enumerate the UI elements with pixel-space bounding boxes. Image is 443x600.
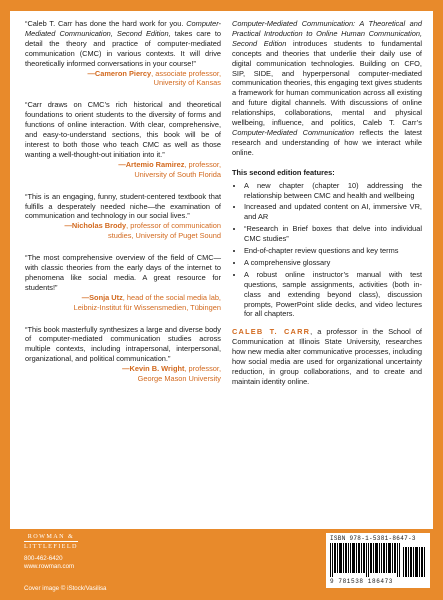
feature-item: • Increased and updated content on AI, immersive VR, and AR	[244, 202, 422, 222]
book-description: Computer-Mediated Communication: A Theoretical and Practical Introduction to Online Human Communication, Second Edition introduces students to fundamental concepts and theories that underlie their daily use of digital communication technologies. Building on CFO, SIP, SIDE, and hyperpersonal computer-mediated communication theories, this engaging text gives students a framework for human communication across all existing and future digital channels. With discussions of online relationships, collaborations, mental and physical wellbeing, influence, and politics, Caleb T. Carr’s Computer-Mediated Communication reflects the latest research and understanding of how we interact while online.	[232, 19, 423, 157]
publisher-contact	[24, 555, 74, 571]
endorsement-quote: “Carr draws on CMC’s rich historical and theoretical foundations to orient students to the diversity of forms and functions of online interaction. With clear, comprehensive, and easy-to-understand sections, this book will be of interest to both those who teach CMC as well as those wanting a well-thought-out initiation into it.”	[25, 100, 221, 159]
feature-item: • A comprehensive glossary	[244, 258, 422, 268]
endorsements-column	[25, 19, 221, 396]
publisher-phone: 800-462-6420	[24, 555, 63, 562]
feature-item: • End-of-chapter review questions and key terms	[244, 246, 422, 256]
endorsement-attribution: —Cameron Piercy, associate professor, University of Kansas	[87, 68, 221, 88]
publisher-logo: ROWMAN & LITTLEFIELD	[24, 533, 78, 550]
isbn-label: ISBN 978-1-5381-8647-3	[330, 535, 416, 542]
feature-item: • A new chapter (chapter 10) addressing the relationship between CMC and health and wellbeing	[244, 181, 422, 201]
feature-item: • “Research in Brief boxes that delve into individual CMC studies”	[244, 224, 422, 244]
features-heading: This second edition features:	[232, 167, 335, 177]
features-list	[232, 181, 422, 320]
author-bio: CALEB T. CARR, a professor in the School of Communication at Illinois State University, researches how new media alter communicative processes, including how social media are used for organizational uncertainty reduction, in group collaborations, and to create and maintain identity online.	[232, 327, 422, 386]
endorsement-attribution: —Kevin B. Wright, professor, George Mason University	[122, 364, 221, 384]
endorsement-attribution: —Nicholas Brody, professor of communication studies, University of Puget Sound	[64, 221, 221, 241]
endorsement-quote: “The most comprehensive overview of the field of CMC—with classic theories from the early days of the internet to phenomena like social media. A great resource for students!”	[25, 253, 221, 292]
barcode-digits: 9 781538 186473	[330, 578, 394, 585]
endorsement-quote: “This book masterfully synthesizes a large and diverse body of computer-mediated communication studies across multiple contexts, including intrapersonal, interpersonal, organizational, and political communication.”	[25, 324, 221, 364]
endorsement-attribution: —Sonja Utz, head of the social media lab, Leibniz-Institut für Wissensmedien, Tübingen	[73, 292, 221, 312]
barcode-icon	[330, 543, 426, 577]
publisher-website: www.rowman.com	[24, 563, 75, 570]
endorsement-quote: “Caleb T. Carr has done the hard work for you. Computer-Mediated Communication, Second Edition, takes care to detail the theory and practice of computer-mediated communication (CMC) in various contexts. It will drive theoretically informed conversations in your course!”	[25, 19, 221, 68]
cover-image-credit: Cover image © iStock/Vasilisa	[24, 585, 107, 592]
text-panel	[10, 11, 433, 529]
endorsement-quote: “This is an engaging, funny, student-centered textbook that fulfills a desperately needed niche—the examination of communication and technology in our social lives.”	[25, 191, 221, 221]
isbn-barcode	[326, 533, 430, 588]
endorsement-attribution: —Artemio Ramirez, professor, University of South Florida	[118, 159, 221, 179]
description-column	[232, 19, 422, 387]
feature-item: • A robust online instructor’s manual with test questions, sample assignments, activities (both in-class and extending beyond class), discussion prompts, PowerPoint slide decks, and video lectures for all chapters.	[244, 270, 422, 320]
